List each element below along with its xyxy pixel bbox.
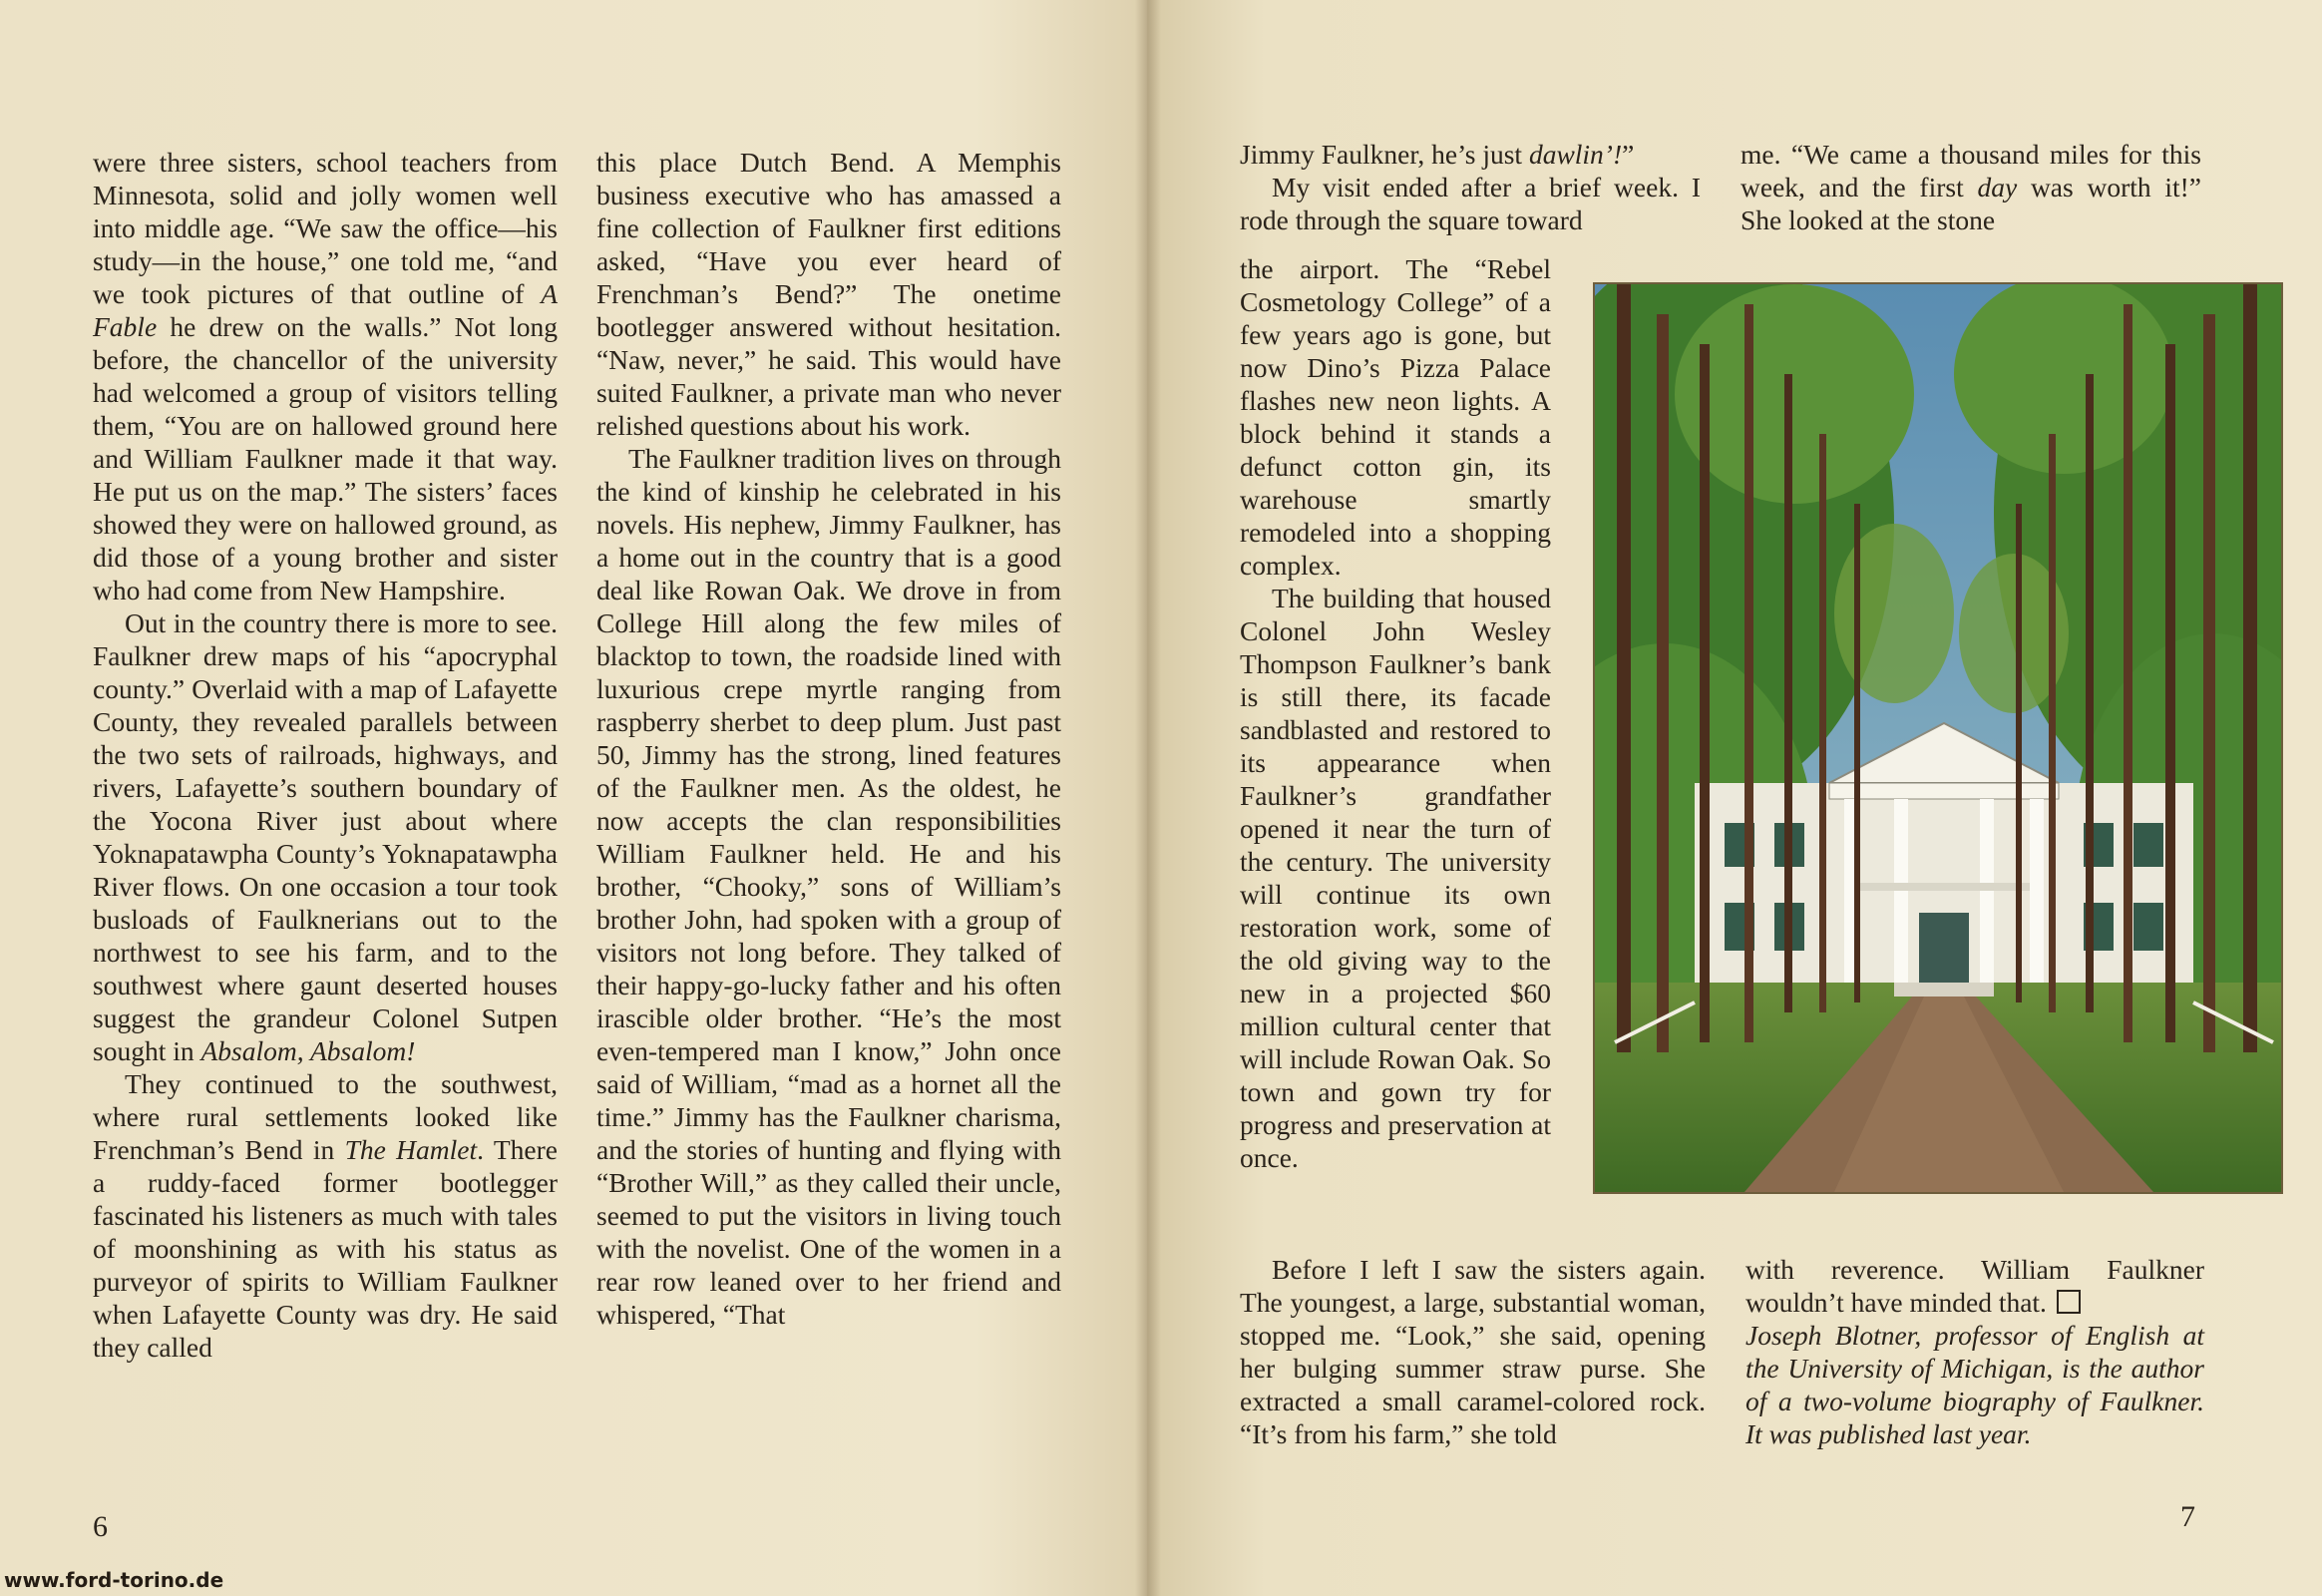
left-column-2 — [596, 146, 1061, 1331]
page-number-right: 7 — [2180, 1500, 2195, 1533]
paragraph: Out in the country there is more to see. Faulkner drew maps of his “apocryphal county.” Overlaid with a map of Lafayette County, they revealed parallels between the two sets of railroads, highways, and rivers, Lafayette’s southern boundary of the Yocona River just about where Yoknapatawpha County’s Yoknapatawpha River flows. On one occasion a tour took busloads of Faulknerians out to the northwest to see his farm, and to the southwest where gaunt deserted houses suggest the grandeur Colonel Sutpen sought in Absalom, Absalom! — [93, 607, 558, 1066]
watermark: www.ford-torino.de — [4, 1568, 224, 1592]
right-column-2-bottom — [1745, 1253, 2204, 1450]
paragraph: with reverence. William Faulkner wouldn’t have minded that. — [1745, 1254, 2204, 1318]
author-credit: Joseph Blotner, professor of English at the University of Michigan, is the author of a two-volume biography of Faulkner. It was published last year. — [1745, 1320, 2204, 1449]
paragraph: Before I left I saw the sisters again. The youngest, a large, substantial woman, stopped me. “Look,” she said, opening her bulging summer straw purse. She extracted a small caramel-colored rock. “It’s from his farm,” she told — [1240, 1254, 1706, 1449]
paragraph: The building that housed Colonel John Wesley Thompson Faulkner’s bank is still there, its facade sandblasted and restored to its appearance when Faulkner’s grandfather opened it near the turn of the century. The university will continue its own restoration work, some of the old giving way to the new in a projected $60 million cultural center that will include Rowan Oak. So town and gown try for progress and preservation at once. — [1240, 583, 1551, 1173]
paragraph: the airport. The “Rebel Cosmetology College” of a few years ago is gone, but now Dino’s Pizza Palace flashes new neon lights. A block behind it stands a defunct cotton gin, its warehouse smartly remodeled into a shopping complex. — [1240, 253, 1551, 581]
left-column-1 — [93, 146, 558, 1364]
paragraph: The Faulkner tradition lives on through the kind of kinship he celebrated in his novels. His nephew, Jimmy Faulkner, has a home out in the country that is a good deal like Rowan Oak. We drove in from College Hill along the few miles of blacktop to town, the roadside lined with luxurious crepe myrtle ranging from raspberry sherbet to deep plum. Just past 50, Jimmy has the strong, lined features of the Faulkner men. As the oldest, he now accepts the clan responsibilities William Faulkner held. He and his brother, “Chooky,” sons of William’s brother John, had spoken with a group of visitors not long before. They talked of their happy-go-lucky father and his often irascible older brother. “He’s the most even-tempered man I know,” John once said of William, “mad as a hornet all the time.” Jimmy has the Faulkner charisma, and the stories of hunting and flying with “Brother Will,” as they called their uncle, seemed to put the visitors in living touch with the novelist. One of the women in a rear row leaned over to her friend and whispered, “That — [596, 443, 1061, 1330]
rowan-oak-illustration — [1593, 282, 2283, 1194]
right-column-1-beside-image — [1240, 252, 1551, 1174]
end-mark-icon — [2057, 1290, 2081, 1314]
right-column-1-bottom — [1240, 1253, 1706, 1450]
rowan-oak-painting — [1595, 284, 2281, 1192]
paragraph: Jimmy Faulkner, he’s just dawlin’!” — [1240, 139, 1635, 170]
paragraph: me. “We came a thousand miles for this week, and the first day was worth it!” She looked at the stone — [1741, 139, 2202, 235]
paragraph: My visit ended after a brief week. I rode through the square toward — [1240, 172, 1701, 235]
page-number-left: 6 — [93, 1510, 108, 1543]
right-column-1-top — [1240, 138, 1701, 236]
right-column-2-top — [1741, 138, 2201, 236]
book-gutter — [1135, 0, 1161, 1596]
paragraph: this place Dutch Bend. A Memphis business executive who has amassed a fine collection of Faulkner first editions asked, “Have you ever heard of Frenchman’s Bend?” The onetime bootlegger answered without hesitation. “Naw, never,” he said. This would have suited Faulkner, a private man who never relished questions about his work. — [596, 147, 1061, 441]
paragraph: were three sisters, school teachers from Minnesota, solid and jolly women well into middle age. “We saw the office—his study—in the house,” one told me, “and we took pictures of that outline of A Fable he drew on the walls.” Not long before, the chancellor of the university had welcomed a group of visitors telling them, “You are on hallowed ground here and William Faulkner made it that way. He put us on the map.” The sisters’ faces showed they were on hallowed ground, as did those of a young brother and sister who had come from New Hampshire. — [93, 147, 558, 605]
paragraph: They continued to the southwest, where rural settlements looked like Frenchman’s Bend in The Hamlet. There a ruddy-faced former bootlegger fascinated his listeners as much with tales of moonshining as with his status as purveyor of spirits to William Faulkner when Lafayette County was dry. He said they called — [93, 1068, 558, 1363]
